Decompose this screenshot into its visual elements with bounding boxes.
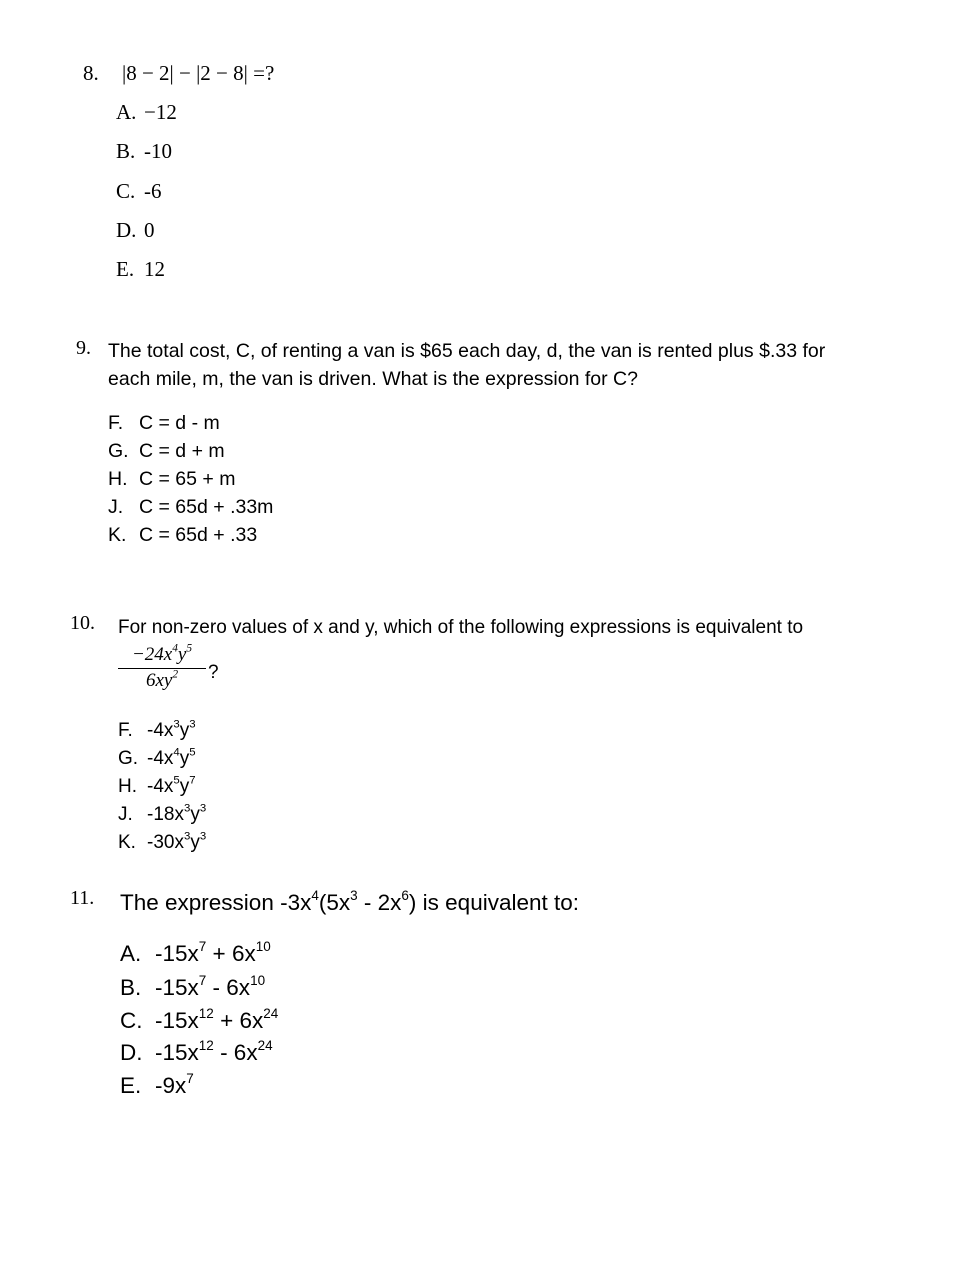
choice-letter: H. — [118, 776, 137, 797]
choice-text: $-15x^7 - 6x^{10}$ — [155, 972, 266, 1000]
question-11-choice-a — [120, 938, 271, 967]
choice-letter: H. — [108, 468, 128, 490]
choice-text: $-4x^4y^5$ — [147, 746, 196, 769]
question-10-choice-k — [118, 832, 206, 854]
fraction-denominator: $6xy^2$ — [145, 668, 179, 691]
choice-text: $-15x^{12} + 6x^{24}$ — [155, 1005, 279, 1033]
question-11-choice-b — [120, 972, 266, 1001]
choice-text: C = 65d + .33 — [139, 524, 258, 546]
question-11-stem: The expression $-3x^4(5x^3 - 2x^6)$ is equivalent to: — [120, 887, 580, 915]
fraction-numerator: $-24x^4y^5$ — [118, 644, 206, 669]
choice-letter: D. — [120, 1040, 143, 1065]
choice-letter: K. — [118, 832, 136, 853]
choice-letter: G. — [118, 748, 139, 769]
choice-text: $-9x^7$ — [155, 1070, 194, 1098]
choice-text: $-18x^3y^3$ — [147, 802, 207, 825]
choice-text: 0 — [144, 218, 155, 242]
choice-letter: A. — [120, 941, 142, 966]
question-10-stem: For non-zero values of x and y, which of the following expressions is equivalent to — [118, 617, 804, 638]
question-9-stem-line-2: each mile, m, the van is driven. What is the expression for C? — [108, 368, 638, 390]
question-9-number: 9. — [76, 337, 91, 359]
question-10-number: 10. — [70, 612, 95, 634]
question-11-choice-c — [120, 1005, 279, 1034]
choice-letter: J. — [118, 804, 133, 825]
choice-letter: F. — [108, 412, 124, 434]
choice-letter: J. — [108, 496, 124, 518]
choice-letter: A. — [116, 100, 137, 124]
question-8-choice-b — [116, 139, 172, 164]
choice-text: $-4x^3y^3$ — [147, 718, 196, 741]
choice-letter: G. — [108, 440, 129, 462]
choice-text: $-15x^{12} - 6x^{24}$ — [155, 1037, 273, 1065]
question-8-choice-a — [116, 100, 177, 125]
choice-text: -6 — [144, 179, 162, 203]
question-8-number: 8. — [83, 61, 99, 85]
question-10-choice-g — [118, 748, 196, 770]
choice-text: $-4x^5y^7$ — [147, 774, 196, 797]
question-9-stem-line-1: The total cost, C, of renting a van is $65 each day, d, the van is rented plus $.33 for — [108, 340, 826, 362]
choice-letter: E. — [120, 1073, 142, 1098]
choice-letter: B. — [120, 975, 142, 1000]
question-11-number: 11. — [70, 887, 95, 909]
choice-text: −12 — [144, 100, 177, 124]
question-9-choice-f — [108, 412, 220, 435]
question-10-choice-f — [118, 720, 196, 742]
choice-text: 12 — [144, 257, 165, 281]
choice-text: C = d - m — [139, 412, 220, 434]
choice-letter: E. — [116, 257, 135, 281]
question-10-question-mark: ? — [208, 662, 219, 683]
choice-text: C = 65d + .33m — [139, 496, 274, 518]
question-8-choice-c — [116, 179, 162, 204]
choice-text: C = d + m — [139, 440, 225, 462]
question-9-choice-h — [108, 468, 235, 491]
choice-letter: K. — [108, 524, 127, 546]
question-8-choice-d — [116, 218, 155, 243]
choice-text: $-30x^3y^3$ — [147, 830, 207, 853]
choice-letter: C. — [120, 1008, 143, 1033]
choice-letter: D. — [116, 218, 137, 242]
question-8-stem: |8 − 2| − |2 − 8| =? — [122, 61, 275, 85]
question-9-choice-j — [108, 496, 273, 519]
question-11-choice-d — [120, 1037, 273, 1066]
choice-letter: F. — [118, 720, 133, 741]
choice-letter: B. — [116, 139, 136, 163]
choice-text: $-15x^7 + 6x^{10}$ — [155, 938, 271, 966]
question-9-choice-g — [108, 440, 225, 463]
choice-text: -10 — [144, 139, 172, 163]
choice-letter: C. — [116, 179, 136, 203]
question-10-choice-j — [118, 804, 206, 826]
question-11-choice-e — [120, 1070, 194, 1099]
question-8-choice-e — [116, 257, 165, 282]
question-10-choice-h — [118, 776, 196, 798]
question-9-choice-k — [108, 524, 257, 547]
question-10-fraction — [118, 644, 206, 692]
choice-text: C = 65 + m — [139, 468, 236, 490]
